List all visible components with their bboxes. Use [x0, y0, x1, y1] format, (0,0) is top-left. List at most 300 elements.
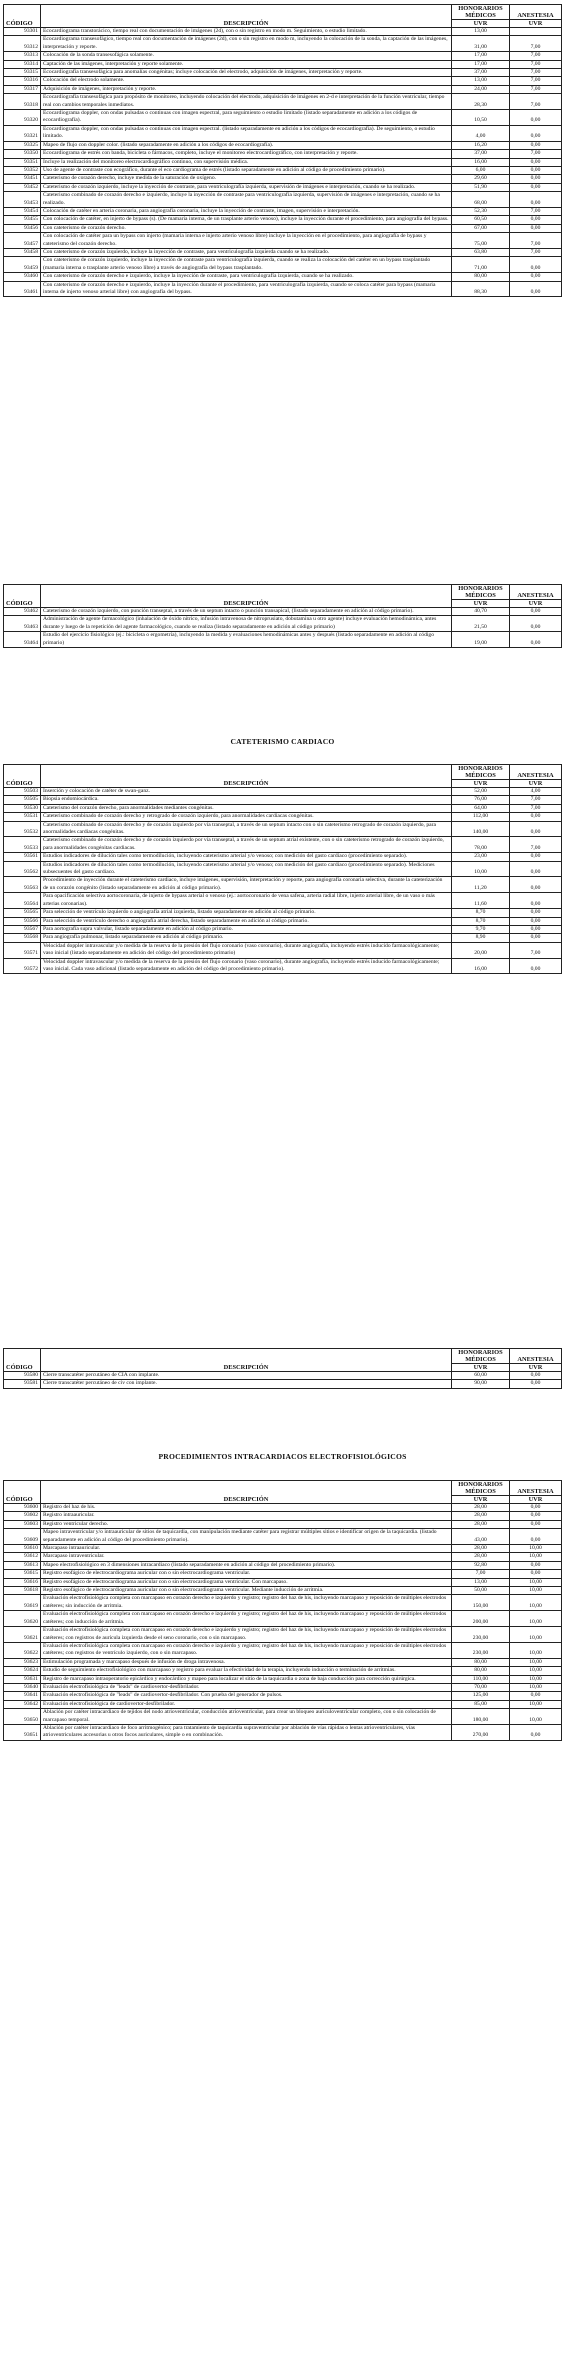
description-cell: Estudios indicadores de dilución tales como termodilución, incluyendo cateterismo arterial y/o venoso; con medición del gasto cardiaco (procedimiento separado). Mediciones subsecuentes del gasto cardiaco.: [41, 861, 452, 877]
procedure-code-cell: 93317: [4, 85, 41, 93]
procedure-code-cell: 93532: [4, 821, 41, 837]
table-row: [4, 1658, 562, 1666]
column-header-honorarios: HONORARIOS MÉDICOS: [452, 1481, 510, 1496]
table-row: [4, 1667, 562, 1675]
procedure-code-cell: 93565: [4, 909, 41, 917]
column-header-code: CÓDIGO: [4, 1349, 41, 1372]
procedure-code-cell: 93631: [4, 1675, 41, 1683]
procedure-code-cell: 93459: [4, 257, 41, 273]
fee-table-closure: [3, 1348, 562, 1389]
table-row: [4, 1700, 562, 1708]
honorarios-cell: 270,00: [452, 1724, 510, 1740]
honorarios-cell: 76,00: [452, 796, 510, 804]
table-row: [4, 52, 562, 60]
column-header-anestesia: ANESTESIA: [510, 1481, 562, 1496]
honorarios-cell: 13,00: [452, 28, 510, 36]
procedure-code-cell: 93609: [4, 1529, 41, 1545]
anestesia-cell: 0,00: [510, 1380, 562, 1388]
honorarios-cell: 40,70: [452, 608, 510, 616]
procedure-code-cell: 93624: [4, 1667, 41, 1675]
table-row: [4, 36, 562, 52]
table-row: [4, 925, 562, 933]
anestesia-cell: 10,00: [510, 1658, 562, 1666]
description-cell: Velocidad doppler intravascular y/o medida de la reserva de la presión del flujo coronario (vaso coronario), durante angiografía, incluyendo estrés inducido farmacológicamente; vaso inicial. Cada vaso adicional (listado separadamente en adición del código del procedimiento primario).: [41, 958, 452, 974]
anestesia-cell: 7,00: [510, 207, 562, 215]
honorarios-cell: 52,00: [452, 788, 510, 796]
honorarios-cell: 60,00: [452, 1372, 510, 1380]
honorarios-cell: 11,20: [452, 877, 510, 893]
honorarios-cell: 31,00: [452, 36, 510, 52]
honorarios-cell: 21,50: [452, 616, 510, 632]
honorarios-cell: 200,00: [452, 1611, 510, 1627]
procedure-code-cell: 93463: [4, 616, 41, 632]
procedure-code-cell: 93313: [4, 52, 41, 60]
anestesia-cell: 10,00: [510, 1709, 562, 1725]
procedure-code-cell: 93454: [4, 207, 41, 215]
honorarios-cell: 19,00: [452, 632, 510, 648]
table-row: [4, 1512, 562, 1520]
column-subheader-uvr: UVR: [452, 1496, 510, 1504]
description-cell: Colocación de la sonda transesofágica solamente.: [41, 52, 452, 60]
procedure-code-cell: 93620: [4, 1611, 41, 1627]
procedure-code-cell: 93613: [4, 1561, 41, 1569]
honorarios-cell: 6,00: [452, 166, 510, 174]
anestesia-cell: 0,00: [510, 608, 562, 616]
anestesia-cell: 7,00: [510, 94, 562, 110]
description-cell: Registro ventricular derecho.: [41, 1520, 452, 1528]
table-row: [4, 233, 562, 249]
procedure-code-cell: 93351: [4, 158, 41, 166]
anestesia-cell: 10,00: [510, 1545, 562, 1553]
table-row: [4, 1372, 562, 1380]
anestesia-cell: 0,00: [510, 175, 562, 183]
honorarios-cell: 7,00: [452, 1570, 510, 1578]
table-row: [4, 60, 562, 68]
table-row: [4, 1504, 562, 1512]
anestesia-cell: 0,00: [510, 1512, 562, 1520]
procedure-code-cell: 93505: [4, 796, 41, 804]
description-cell: Incluye la realización del monitoreo electrocardiográfico continuo, con supervisión médica.: [41, 158, 452, 166]
table-row: [4, 796, 562, 804]
anestesia-cell: 0,00: [510, 216, 562, 224]
anestesia-cell: 0,00: [510, 224, 562, 232]
description-cell: Evaluación electrofisiológica de cardiovertor-desfibrilador.: [41, 1700, 452, 1708]
table-row: [4, 141, 562, 149]
anestesia-cell: 7,00: [510, 85, 562, 93]
procedure-code-cell: 93571: [4, 942, 41, 958]
table-row: [4, 69, 562, 77]
description-cell: Mapeo electrofisiológico en 3 dimensiones intracardiaco (listado separadamente en adición al código del procedimiento primario).: [41, 1561, 452, 1569]
honorarios-cell: 17,00: [452, 52, 510, 60]
procedure-code-cell: 93600: [4, 1504, 41, 1512]
description-cell: Administración de agente farmacológico (inhalación de óxido nítrico, infusión intravenosa de nitroprusiato, dobutamina u otro agente) incluye evaluación hemodinámica, antes durante y luego de la repetición del agente farmacológico, cuando se realiza (listado separadamente en adición al código primario): [41, 616, 452, 632]
table-row: [4, 77, 562, 85]
honorarios-cell: 230,00: [452, 1642, 510, 1658]
procedure-code-cell: 93455: [4, 216, 41, 224]
description-cell: Registro esofágico de electrocardiograma auricular con o sin electrocardiograma ventricular. Con marcapaso.: [41, 1578, 452, 1586]
honorarios-cell: 88,30: [452, 281, 510, 297]
procedure-code-cell: 93453: [4, 192, 41, 208]
honorarios-cell: 37,00: [452, 150, 510, 158]
anestesia-cell: 0,00: [510, 281, 562, 297]
procedure-code-cell: 93460: [4, 273, 41, 281]
description-cell: Colocación del electrodo solamente.: [41, 77, 452, 85]
description-cell: Para selección de ventrículo izquierdo o angiografía atrial izquierda, listado separadamente en adición al código primario.: [41, 909, 452, 917]
table-row: [4, 1561, 562, 1569]
anestesia-cell: 0,00: [510, 273, 562, 281]
description-cell: Registro del haz de his.: [41, 1504, 452, 1512]
anestesia-cell: 0,00: [510, 909, 562, 917]
anestesia-cell: 10,00: [510, 1642, 562, 1658]
procedure-code-cell: 93602: [4, 1512, 41, 1520]
description-cell: Estudio de seguimiento electrofisiológico con marcapaso y registro para evaluar la efectividad de la terapia, incluyendo inducción o terminación de arritmias.: [41, 1667, 452, 1675]
anestesia-cell: 10,00: [510, 1587, 562, 1595]
honorarios-cell: 64,00: [452, 804, 510, 812]
column-header-description: DESCRIPCIÓN: [41, 5, 452, 28]
honorarios-cell: 92,80: [452, 1561, 510, 1569]
procedure-code-cell: 93615: [4, 1570, 41, 1578]
column-subheader-uvr: UVR: [510, 20, 562, 28]
procedure-code-cell: 93561: [4, 853, 41, 861]
column-subheader-uvr: UVR: [452, 1364, 510, 1372]
column-header-anestesia: ANESTESIA: [510, 1349, 562, 1364]
description-cell: Cateterismo de corazón izquierdo, incluye la inyección de contraste, para ventriculografía izquierda, supervisión de imágenes e interpretación, cuando se ha realizado.: [41, 183, 452, 191]
honorarios-cell: 68,00: [452, 192, 510, 208]
column-subheader-uvr: UVR: [452, 20, 510, 28]
anestesia-cell: 0,00: [510, 917, 562, 925]
description-cell: Ecocardiograma doppler, con ondas pulsadas o continuas con imagen espectral, para seguimiento o estudio limitado (listado separadamente en adición a los códigos de ecocardiografía).: [41, 110, 452, 126]
procedure-code-cell: 93533: [4, 837, 41, 853]
honorarios-cell: 4,00: [452, 125, 510, 141]
fee-table-transeptal: [3, 584, 562, 648]
anestesia-cell: 0,00: [510, 141, 562, 149]
procedure-code-cell: 93619: [4, 1595, 41, 1611]
fee-table-echocardiography: [3, 4, 562, 297]
table-row: [4, 853, 562, 861]
anestesia-cell: 7,00: [510, 248, 562, 256]
honorarios-cell: 10,00: [452, 861, 510, 877]
table-row: [4, 1642, 562, 1658]
table-row: [4, 1595, 562, 1611]
column-header-description: DESCRIPCIÓN: [41, 1349, 452, 1372]
anestesia-cell: 0,00: [510, 853, 562, 861]
description-cell: Cierre transcatéter percutáneo de civ con implante.: [41, 1380, 452, 1388]
table-row: [4, 1380, 562, 1388]
honorarios-cell: 50,00: [452, 1587, 510, 1595]
procedure-code-cell: 93566: [4, 917, 41, 925]
anestesia-cell: 0,00: [510, 1529, 562, 1545]
table-row: [4, 158, 562, 166]
column-header-code: CÓDIGO: [4, 765, 41, 788]
description-cell: Con cateterismo de corazón derecho e izquierdo, incluye la inyección de contraste, para ventriculografía izquierda, cuando se ha realizado.: [41, 273, 452, 281]
honorarios-cell: 8,90: [452, 934, 510, 942]
column-header-honorarios: HONORARIOS MÉDICOS: [452, 585, 510, 600]
honorarios-cell: 10,50: [452, 110, 510, 126]
description-cell: Con cateterismo de corazón izquierdo, incluye la inyección de contraste, para ventriculografía izquierda cuando se ha realizado.: [41, 248, 452, 256]
honorarios-cell: 110,00: [452, 1675, 510, 1683]
anestesia-cell: 7,00: [510, 150, 562, 158]
honorarios-cell: 112,00: [452, 813, 510, 821]
honorarios-cell: 24,00: [452, 85, 510, 93]
anestesia-cell: 0,00: [510, 616, 562, 632]
column-subheader-uvr: UVR: [510, 600, 562, 608]
procedure-code-cell: 93350: [4, 150, 41, 158]
description-cell: Estudios indicadores de dilución tales como termodilución, incluyendo cateterismo arterial y/o venoso; con medición del gasto cardiaco (procedimiento separado).: [41, 853, 452, 861]
procedure-code-cell: 93503: [4, 788, 41, 796]
column-header-honorarios: HONORARIOS MÉDICOS: [452, 1349, 510, 1364]
description-cell: Ablación por catéter intracardiaco de tejidos del nodo atrioventricular, conducción atrioventricular, para crear un bloqueo auriculoventricular completo, con o sin colocación de marcapaso temporal.: [41, 1709, 452, 1725]
anestesia-cell: 7,00: [510, 69, 562, 77]
column-header-description: DESCRIPCIÓN: [41, 1481, 452, 1504]
anestesia-cell: 0,00: [510, 1520, 562, 1528]
table-row: [4, 909, 562, 917]
anestesia-cell: 7,00: [510, 804, 562, 812]
anestesia-cell: 10,00: [510, 1595, 562, 1611]
table-row: [4, 175, 562, 183]
honorarios-cell: 75,00: [452, 233, 510, 249]
table-row: [4, 1570, 562, 1578]
description-cell: Cateterismo de corazón derecho, incluye medida de la saturación de oxígeno.: [41, 175, 452, 183]
honorarios-cell: 13,00: [452, 77, 510, 85]
honorarios-cell: 140,00: [452, 821, 510, 837]
procedure-code-cell: 93562: [4, 861, 41, 877]
procedure-code-cell: 93642: [4, 1700, 41, 1708]
table-row: [4, 958, 562, 974]
table-row: [4, 94, 562, 110]
description-cell: Adquisición de imágenes, interpretación y reporte.: [41, 85, 452, 93]
honorarios-cell: 43,00: [452, 1529, 510, 1545]
procedure-code-cell: 93315: [4, 69, 41, 77]
table-row: [4, 616, 562, 632]
procedure-code-cell: 93320: [4, 110, 41, 126]
anestesia-cell: 10,00: [510, 1667, 562, 1675]
column-header-description: DESCRIPCIÓN: [41, 585, 452, 608]
honorarios-cell: 8,70: [452, 909, 510, 917]
procedure-code-cell: 93580: [4, 1372, 41, 1380]
anestesia-cell: 0,00: [510, 1570, 562, 1578]
anestesia-cell: 0,00: [510, 1561, 562, 1569]
procedure-code-cell: 93612: [4, 1553, 41, 1561]
procedure-code-cell: 93461: [4, 281, 41, 297]
table-row: [4, 192, 562, 208]
procedure-code-cell: 93452: [4, 183, 41, 191]
anestesia-cell: 0,00: [510, 958, 562, 974]
description-cell: Con colocación de catéter, en injerto de bypass (s). (De mamaria interna, de un trasplante arterio venoso), incluye la inyección durante el procedimiento, para angiografía del bypass.: [41, 216, 452, 224]
description-cell: Registro intraauricular.: [41, 1512, 452, 1520]
anestesia-cell: 0,00: [510, 183, 562, 191]
column-header-code: CÓDIGO: [4, 1481, 41, 1504]
honorarios-cell: 63,80: [452, 248, 510, 256]
honorarios-cell: 78,00: [452, 837, 510, 853]
honorarios-cell: 180,00: [452, 1709, 510, 1725]
description-cell: Registro de marcapaso intraoperatorio epicárdico y endocárdico y mapeo para localizar el sitio de la taquicardia o zona de baja conducción para corrección quirúrgica.: [41, 1675, 452, 1683]
anestesia-cell: 0,00: [510, 166, 562, 174]
anestesia-cell: 10,00: [510, 1611, 562, 1627]
description-cell: Para selección de ventrículo derecho o angiografía atrial derecha, listado separadamente en adición al código primario.: [41, 917, 452, 925]
table-row: [4, 788, 562, 796]
anestesia-cell: 7,00: [510, 942, 562, 958]
table-row: [4, 248, 562, 256]
description-cell: Con colocación de catéter para un bypass con injerto (mamaria interna e injerto arterio venoso libre) incluye la inyección en el procedimiento, para angiografía de bypass y cateterismo del corazón derecho.: [41, 233, 452, 249]
procedure-code-cell: 93301: [4, 28, 41, 36]
table-row: [4, 273, 562, 281]
anestesia-cell: 0,00: [510, 861, 562, 877]
honorarios-cell: 11,60: [452, 893, 510, 909]
description-cell: Registro esofágico de electrocardiograma auricular con o sin electrocardiograma ventricular. Mediante inducción de arritmia.: [41, 1587, 452, 1595]
description-cell: Uso de agente de contraste con ecográfico, durante el eco cardiograma de estrés (listado separadamente en adición al código de procedimiento primario).: [41, 166, 452, 174]
anestesia-cell: 10,00: [510, 1627, 562, 1643]
anestesia-cell: 7,00: [510, 77, 562, 85]
honorarios-cell: 9,70: [452, 925, 510, 933]
table-row: [4, 813, 562, 821]
anestesia-cell: 7,00: [510, 52, 562, 60]
table-row: [4, 125, 562, 141]
description-cell: Cateterismo combinado de corazón derecho y de corazón izquierdo por vía transeptal, a través de un septum atrial existente, con o sin cateterismo retrogrado de corazón izquierdo, para anormalidades congénitas cardiacas.: [41, 837, 452, 853]
table-row: [4, 1520, 562, 1528]
anestesia-cell: 10,00: [510, 1578, 562, 1586]
table-row: [4, 85, 562, 93]
anestesia-cell: 0,00: [510, 192, 562, 208]
honorarios-cell: 29,60: [452, 175, 510, 183]
honorarios-cell: 67,00: [452, 224, 510, 232]
table-row: [4, 632, 562, 648]
section-title-cateterismo: CATETERISMO CARDIACO: [230, 737, 335, 746]
description-cell: Captación de las imágenes, interpretación y reporte solamente.: [41, 60, 452, 68]
honorarios-cell: 28,00: [452, 1504, 510, 1512]
procedure-code-cell: 93640: [4, 1683, 41, 1691]
description-cell: Para aortografía supra valvular, listado separadamente en adición al código primario.: [41, 925, 452, 933]
column-header-honorarios: HONORARIOS MÉDICOS: [452, 765, 510, 780]
honorarios-cell: 85,00: [452, 1700, 510, 1708]
honorarios-cell: 16,00: [452, 158, 510, 166]
table-row: [4, 150, 562, 158]
description-cell: Con cateterismo de corazón derecho e izquierdo, incluye la inyección durante el procedimiento, para ventriculografía izquierda, cuando se coloca catéter para bypass (mamaria interna de injerto venoso arterial libre) con angiografía del bypass.: [41, 281, 452, 297]
column-header-anestesia: ANESTESIA: [510, 5, 562, 20]
column-subheader-uvr: UVR: [510, 780, 562, 788]
honorarios-cell: 51,90: [452, 183, 510, 191]
description-cell: Con cateterismo de corazón izquierdo, incluye la inyección de contraste para ventriculografía izquierda, cuando se realiza la colocación del catéter en un bypass trasplantado (mamaria interna o trasplante arterio venoso libre) a través de angiografía del bypass trasplantado.: [41, 257, 452, 273]
honorarios-cell: 28,30: [452, 94, 510, 110]
description-cell: Para angiografía pulmonar, listado separadamente en adición al código primario.: [41, 934, 452, 942]
anestesia-cell: 0,00: [510, 632, 562, 648]
procedure-code-cell: 93610: [4, 1545, 41, 1553]
table-row: [4, 934, 562, 942]
description-cell: Cateterismo combinado de corazón derecho e izquierdo, incluye la inyección de contraste para ventriculografía izquierda, supervisión de imágenes e interpretación, cuando se ha realizado.: [41, 192, 452, 208]
table-row: [4, 166, 562, 174]
column-subheader-uvr: UVR: [510, 1364, 562, 1372]
procedure-code-cell: 93325: [4, 141, 41, 149]
procedure-code-cell: 93572: [4, 958, 41, 974]
anestesia-cell: 4,00: [510, 788, 562, 796]
procedure-code-cell: 93623: [4, 1658, 41, 1666]
description-cell: Con cateterismo de corazón derecho.: [41, 224, 452, 232]
honorarios-cell: 20,00: [452, 942, 510, 958]
column-header-anestesia: ANESTESIA: [510, 765, 562, 780]
table-row: [4, 28, 562, 36]
procedure-code-cell: 93451: [4, 175, 41, 183]
honorarios-cell: 90,00: [452, 1380, 510, 1388]
honorarios-cell: 28,00: [452, 1512, 510, 1520]
procedure-code-cell: 93618: [4, 1587, 41, 1595]
procedure-code-cell: 93621: [4, 1627, 41, 1643]
description-cell: Ablación por catéter intracardiaco de foco arritmogénico; para tratamiento de taquicardia supraventricular por ablación de vías rápidas o lentas atrioventriculares, vías atrioventriculares accesorias u otros focos auriculares, simple o en combinación.: [41, 1724, 452, 1740]
table-row: [4, 804, 562, 812]
honorarios-cell: 52,30: [452, 207, 510, 215]
description-cell: Evaluación electrofisiológica de "leads" de cardiovertor-desfibrilador. Con prueba del generador de pulsos.: [41, 1692, 452, 1700]
description-cell: Evaluación electrofisiológica completa con marcapaso en corazón derecho e izquierdo y registro; registro del haz de his, incluyendo marcapaso y reposición de múltiples electrodos catéteres; con registros de aurícula izquierda desde el seno coronario, con o sin marcapaso.: [41, 1627, 452, 1643]
procedure-code-cell: 93316: [4, 77, 41, 85]
column-header-anestesia: ANESTESIA: [510, 585, 562, 600]
table-row: [4, 917, 562, 925]
description-cell: Biopsia endomiocárdica.: [41, 796, 452, 804]
procedure-code-cell: 93651: [4, 1724, 41, 1740]
procedure-code-cell: 93457: [4, 233, 41, 249]
anestesia-cell: 0,00: [510, 1504, 562, 1512]
procedure-code-cell: 93650: [4, 1709, 41, 1725]
table-row: [4, 1611, 562, 1627]
honorarios-cell: 16,20: [452, 141, 510, 149]
anestesia-cell: 0,00: [510, 257, 562, 273]
fee-table-cateterismo: [3, 764, 562, 974]
table-row: [4, 1529, 562, 1545]
description-cell: Registro esofágico de electrocardiograma auricular con o sin electrocardiograma ventricular.: [41, 1570, 452, 1578]
fee-table-electrofisiologia: [3, 1480, 562, 1741]
anestesia-cell: 0,00: [510, 877, 562, 893]
procedure-code-cell: 93563: [4, 877, 41, 893]
description-cell: Cateterismo combinado de corazón derecho y retrogrado de corazón izquierdo, para anormalidades cardiacas congénitas.: [41, 813, 452, 821]
column-header-honorarios: HONORARIOS MÉDICOS: [452, 5, 510, 20]
honorarios-cell: 16,00: [452, 958, 510, 974]
description-cell: Mapeo de flujo con doppler color. (listado separadamente en adición a los códigos de ecocardiografía).: [41, 141, 452, 149]
honorarios-cell: 28,00: [452, 1520, 510, 1528]
anestesia-cell: 0,00: [510, 1372, 562, 1380]
anestesia-cell: 10,00: [510, 1683, 562, 1691]
description-cell: Velocidad doppler intravascular y/o medida de la reserva de la presión del flujo coronario (vaso coronario), durante angiografía, incluyendo estrés inducido farmacológicamente; vaso inicial (listado separadamente en adición del código del procedimiento primario): [41, 942, 452, 958]
anestesia-cell: 10,00: [510, 1675, 562, 1683]
anestesia-cell: 7,00: [510, 837, 562, 853]
procedure-code-cell: 93462: [4, 608, 41, 616]
anestesia-cell: 0,00: [510, 158, 562, 166]
description-cell: Cateterismo del corazón derecho, para anormalidades mediantes congénitas.: [41, 804, 452, 812]
procedure-code-cell: 93567: [4, 925, 41, 933]
description-cell: Procedimiento de inyección durante el cateterismo cardiaco, incluye imágenes, supervisión, interpretación y reporte, para angiografía coronaria selectiva, durante la cateterización de un corazón congénito (listado separadamente en adición al código primario).: [41, 877, 452, 893]
honorarios-cell: 17,00: [452, 60, 510, 68]
anestesia-cell: 7,00: [510, 233, 562, 249]
description-cell: Ecocardiograma de estrés con banda, bicicleta o fármacos, completo, incluye el monitoreo electrocardiográfico, con interpretación y reporte.: [41, 150, 452, 158]
table-row: [4, 942, 562, 958]
procedure-code-cell: 93530: [4, 804, 41, 812]
anestesia-cell: 0,00: [510, 925, 562, 933]
honorarios-cell: 37,00: [452, 69, 510, 77]
procedure-code-cell: 93616: [4, 1578, 41, 1586]
table-row: [4, 281, 562, 297]
anestesia-cell: 7,00: [510, 36, 562, 52]
table-row: [4, 861, 562, 877]
procedure-code-cell: 93318: [4, 94, 41, 110]
anestesia-cell: 0,00: [510, 934, 562, 942]
table-row: [4, 207, 562, 215]
honorarios-cell: 13,00: [452, 1578, 510, 1586]
table-row: [4, 224, 562, 232]
anestesia-cell: [510, 28, 562, 36]
description-cell: Estudio del ejercicio fisiológico (ej.: bicicleta o ergometría), incluyendo la medida y evaluaciones hemodinámicas antes y después (listado separadamente en adición al código primario): [41, 632, 452, 648]
table-row: [4, 1683, 562, 1691]
description-cell: Inserción y colocación de catéter de swan-ganz.: [41, 788, 452, 796]
honorarios-cell: 80,00: [452, 1658, 510, 1666]
column-header-code: CÓDIGO: [4, 5, 41, 28]
procedure-code-cell: 93352: [4, 166, 41, 174]
procedure-code-cell: 93314: [4, 60, 41, 68]
